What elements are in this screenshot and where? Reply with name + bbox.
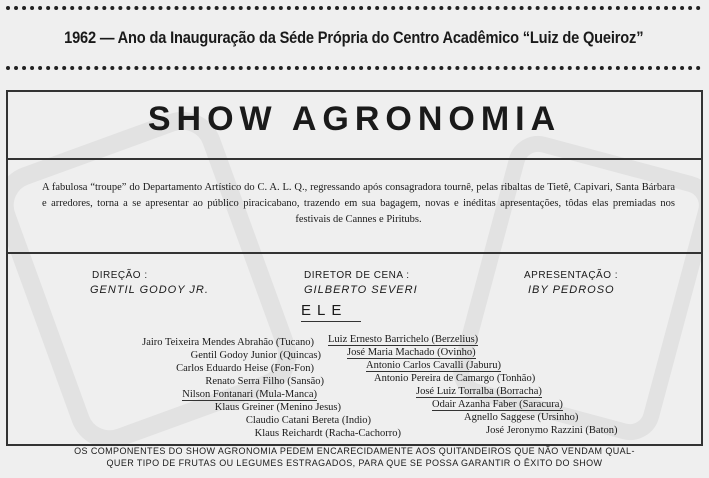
cast-member: Agnello Saggese (Ursinho) — [464, 412, 579, 423]
show-title: SHOW AGRONOMIA — [147, 100, 562, 138]
cast-member: Antonio Carlos Cavalli (Jaburu) — [366, 360, 502, 371]
cast-member: Renato Serra Filho (Sansão) — [205, 376, 324, 387]
cast-member: José Maria Machado (Ovinho) — [347, 347, 476, 358]
cast-member: Gentil Godoy Junior (Quincas) — [190, 350, 321, 361]
ele-heading: ELE — [301, 302, 348, 319]
divider — [8, 158, 701, 160]
footer-line-1: OS COMPONENTES DO SHOW AGRONOMIA PEDEM ENCARECIDAMENTE AOS QUITANDEIROS QUE NÃO VENDAM QUAL- — [74, 446, 635, 456]
cast-member: Klaus Reichardt (Racha-Cachorro) — [254, 428, 401, 439]
direction-name: GENTIL GODOY JR. — [90, 284, 209, 296]
cast-member: Luiz Ernesto Barrichelo (Berzelius) — [328, 334, 479, 345]
presentation-label: APRESENTAÇÃO : — [524, 270, 619, 281]
stage-director-name: GILBERTO SEVERI — [304, 284, 418, 296]
cast-member: Antonio Pereira de Camargo (Tonhão) — [374, 373, 536, 384]
footer-line-2: QUER TIPO DE FRUTAS OU LEGUMES ESTRAGADOS, PARA QUE SE POSSA GARANTIR O ÊXITO DO SHOW — [106, 458, 603, 468]
presentation-name: IBY PEDROSO — [528, 284, 615, 296]
cast-member: Odair Azanha Faber (Saracura) — [432, 399, 563, 410]
banner-text: 1962 — Ano da Inauguração da Séde Própria do Centro Acadêmico “Luiz de Queiroz” — [63, 28, 644, 47]
divider — [8, 252, 701, 254]
ele-underline — [301, 321, 361, 322]
cast-member: José Luiz Torralba (Borracha) — [416, 386, 542, 397]
header-banner — [6, 6, 701, 70]
poster-frame — [6, 90, 703, 446]
intro-paragraph: A fabulosa “troupe” do Departamento Artístico do C. A. L. Q., regressando após consagradora tournê, pelas ribaltas de Tietê, Capivari, Santa Bárbara e arredores, torna a se apresentar ao público piracicabano, trazendo em sua bagagem, novas e inéditas apresentações, tôdas elas premiadas nos festivais de Cannes e Piritubs. — [42, 182, 675, 225]
cast-member: Nilson Fontanari (Mula-Manca) — [182, 389, 317, 400]
direction-label: DIREÇÃO : — [92, 270, 148, 281]
cast-member: Jairo Teixeira Mendes Abrahão (Tucano) — [142, 337, 314, 348]
cast-member: Carlos Eduardo Heise (Fon-Fon) — [176, 363, 314, 374]
cast-member: Klaus Greiner (Menino Jesus) — [214, 402, 341, 413]
cast-member: Claudio Catani Bereta (Indio) — [245, 415, 371, 426]
stage-director-label: DIRETOR DE CENA : — [304, 270, 410, 281]
cast-member: José Jeronymo Razzini (Baton) — [486, 425, 618, 436]
